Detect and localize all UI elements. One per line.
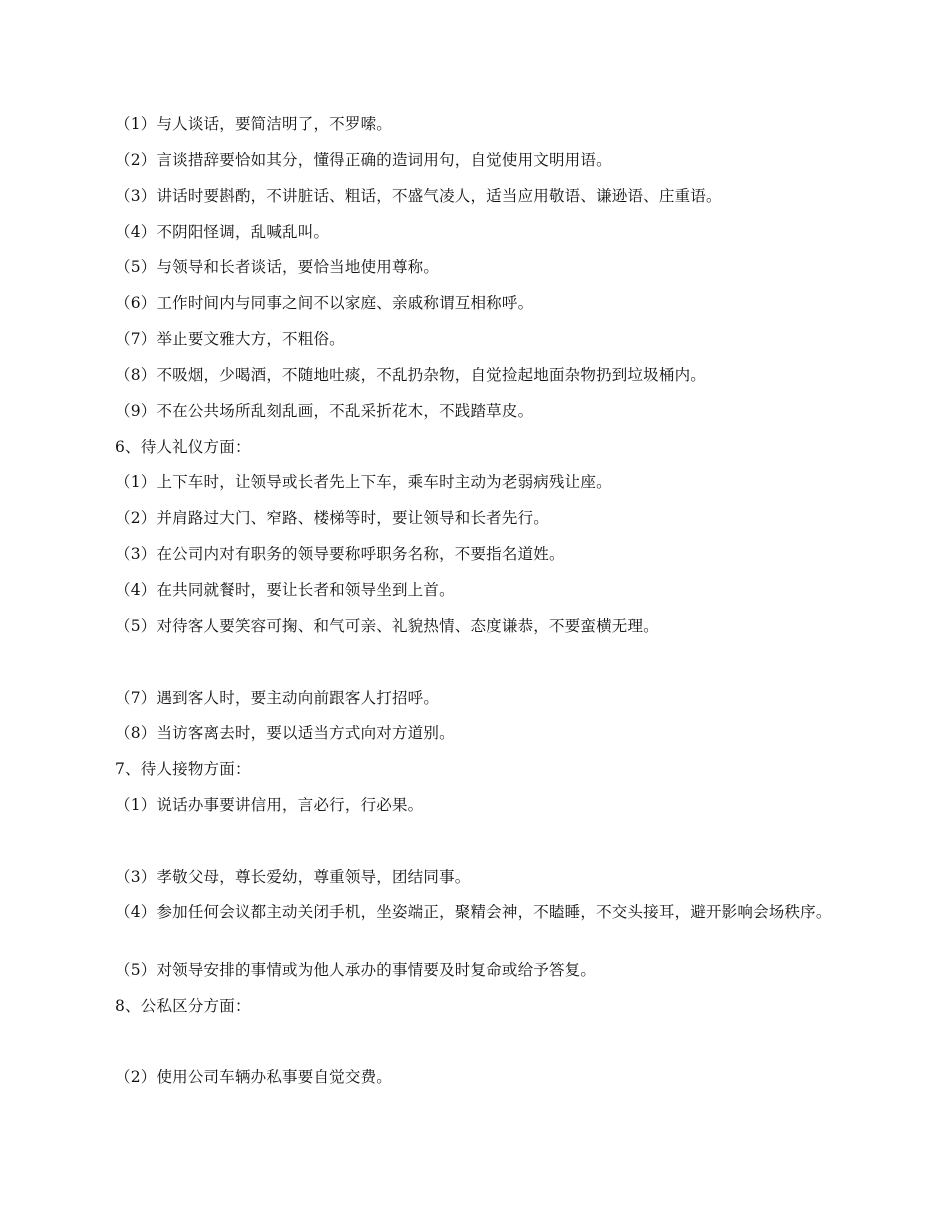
text-line: （7）举止要文雅大方，不粗俗。 [115, 330, 345, 348]
text-line: （8）当访客离去时，要以适当方式向对方道别。 [115, 724, 455, 742]
text-line: （5）对领导安排的事情或为他人承办的事情要及时复命或给予答复。 [115, 961, 597, 979]
section-heading: 6、待人礼仪方面： [115, 438, 251, 456]
text-line: （2）言谈措辞要恰如其分，懂得正确的造词用句，自觉使用文明用语。 [115, 151, 612, 169]
text-line: （5）对待客人要笑容可掬、和气可亲、礼貌热情、态度谦恭，不要蛮横无理。 [115, 617, 659, 635]
text-line: （3）孝敬父母，尊长爱幼，尊重领导，团结同事。 [115, 868, 471, 886]
text-line: （1）说话办事要讲信用，言必行，行必果。 [115, 796, 424, 814]
text-line: （4）在共同就餐时，要让长者和领导坐到上首。 [115, 581, 455, 599]
text-line: （1）与人谈话，要简洁明了，不罗嗦。 [115, 115, 392, 133]
text-line: （3）讲话时要斟酌，不讲脏话、粗话，不盛气凌人，适当应用敬语、谦逊语、庄重语。 [115, 187, 722, 205]
text-line: （2）使用公司车辆办私事要自觉交费。 [115, 1068, 392, 1086]
text-line: （5）与领导和长者谈话，要恰当地使用尊称。 [115, 258, 440, 276]
text-line: （2）并肩路过大门、窄路、楼梯等时，要让领导和长者先行。 [115, 509, 549, 527]
text-line: （4）不阴阳怪调，乱喊乱叫。 [115, 223, 330, 241]
section-heading: 8、公私区分方面： [115, 997, 251, 1015]
text-line: （6）工作时间内与同事之间不以家庭、亲戚称谓互相称呼。 [115, 294, 534, 312]
text-line: （1）上下车时，让领导或长者先上下车，乘车时主动为老弱病残让座。 [115, 473, 612, 491]
text-line: （8）不吸烟，少喝酒，不随地吐痰，不乱扔杂物，自觉捡起地面杂物扔到垃圾桶内。 [115, 366, 706, 384]
text-line: （4）参加任何会议都主动关闭手机，坐姿端正，聚精会神，不瞌睡，不交头接耳，避开影响会场秩序。 [115, 903, 832, 921]
section-heading: 7、待人接物方面： [115, 760, 251, 778]
text-line: （7）遇到客人时，要主动向前跟客人打招呼。 [115, 689, 440, 707]
text-line: （3）在公司内对有职务的领导要称呼职务名称，不要指名道姓。 [115, 545, 565, 563]
text-line: （9）不在公共场所乱刻乱画，不乱采折花木，不践踏草皮。 [115, 402, 534, 420]
